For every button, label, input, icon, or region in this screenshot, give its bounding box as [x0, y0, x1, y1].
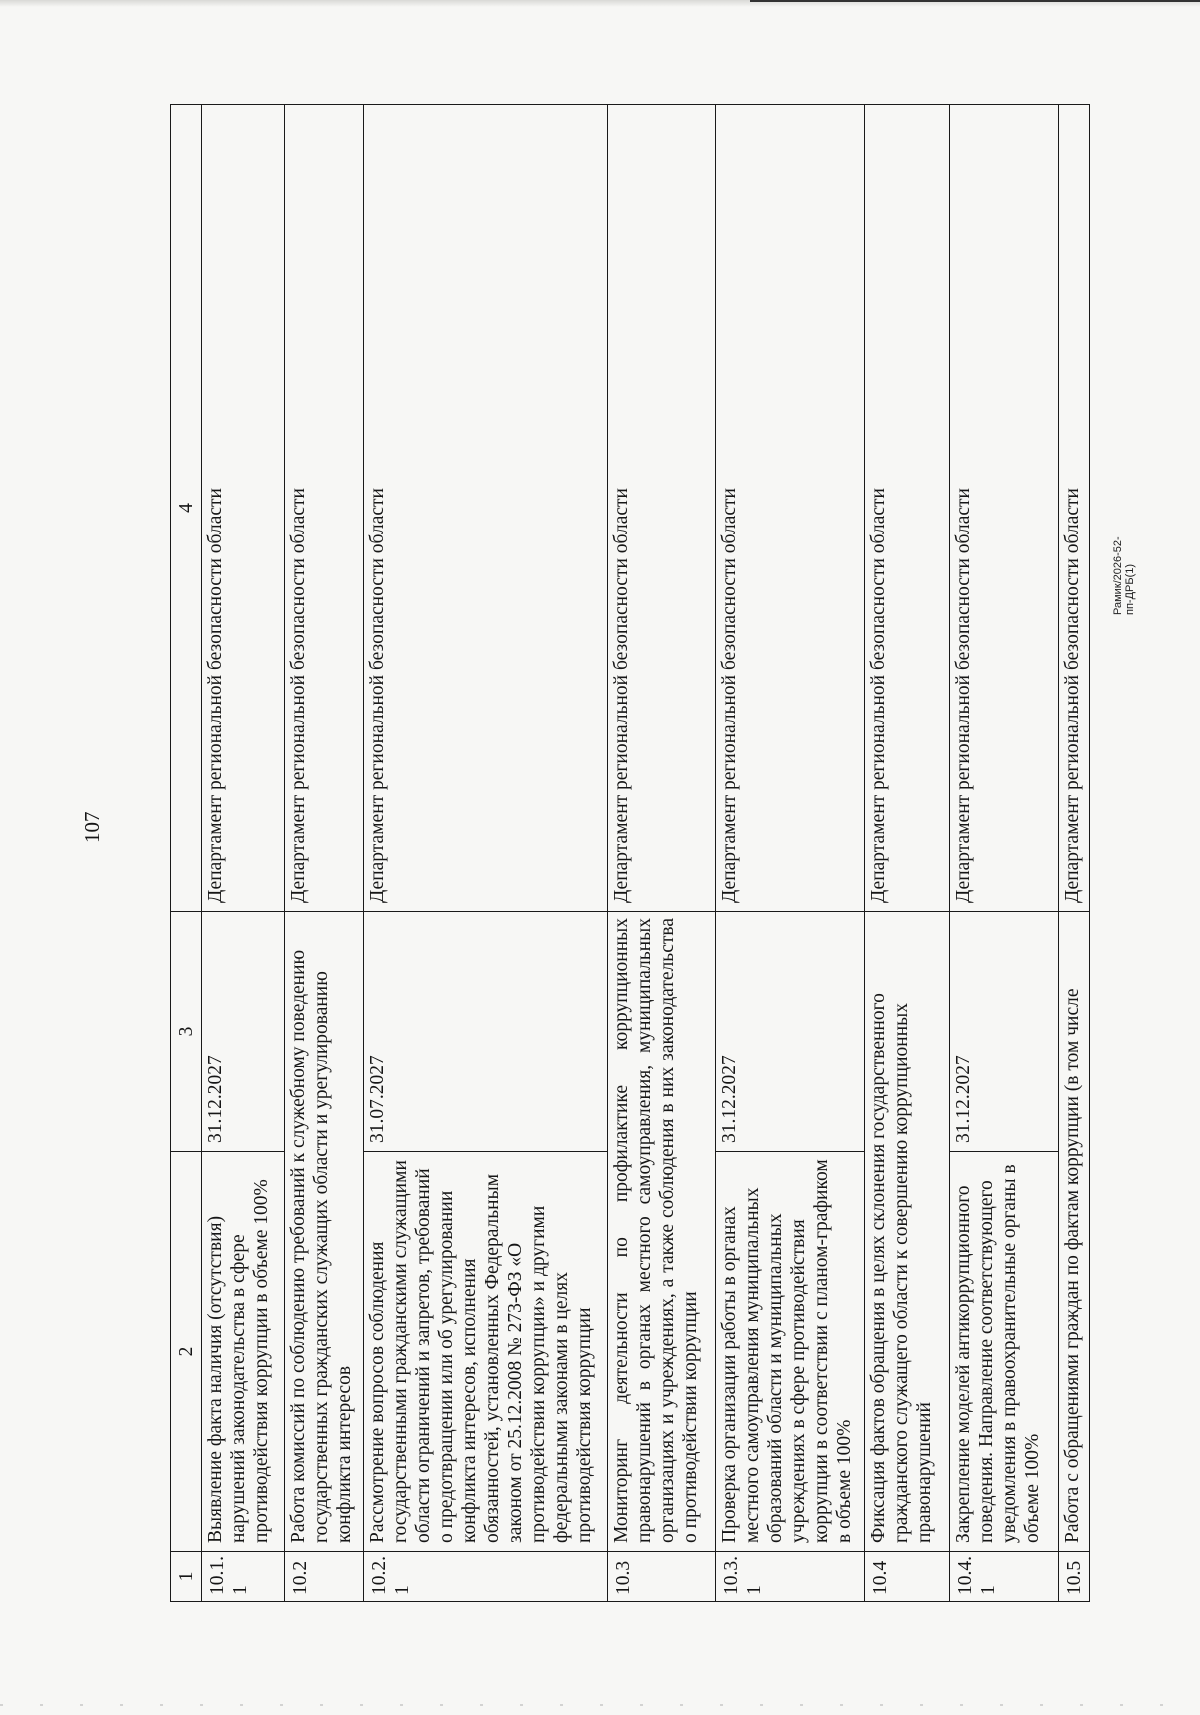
- table-row: [363, 105, 608, 1602]
- rotated-table-container: [170, 105, 1090, 1602]
- header-cell: 3: [171, 912, 202, 1152]
- measure-text: Проверка организации работы в органах местного самоуправления муниципальных образований области и муниципальных учреждениях в сфере противодействия коррупции в соответствии с планом-графиком в объеме 100%: [716, 1152, 865, 1552]
- row-number: 10.4: [865, 1552, 950, 1602]
- deadline-date: 31.12.2027: [716, 912, 865, 1152]
- executor: Департамент региональной безопасности области: [1058, 105, 1089, 912]
- measures-table: [170, 104, 1090, 1602]
- page-number: 107: [80, 811, 104, 843]
- header-cell: 1: [171, 1552, 202, 1602]
- table-row: [865, 105, 950, 1602]
- table-header-row: [171, 105, 202, 1602]
- row-number: 10.4.1: [950, 1552, 1058, 1602]
- measure-text: Работа комиссий по соблюдению требований к служебному поведению государственных гражданских служащих области и урегулированию конфликта интересов: [285, 912, 363, 1552]
- scan-line: [750, 0, 1200, 2]
- measure-text: Рассмотрение вопросов соблюдения государственными гражданскими служащими области ограничений и запретов, требований о предотвращении или об урегулировании конфликта интересов, исполнения обязанностей, установленных Федеральным законом от 25.12.2008 № 273-ФЗ «О противодействии коррупции» и другими федеральными законами в целях противодействия коррупции: [363, 1152, 608, 1552]
- measure-text: Выявление факта наличия (отсутствия) нарушений законодательства в сфере противодействия коррупции в объеме 100%: [202, 1152, 285, 1552]
- executor: Департамент региональной безопасности области: [865, 105, 950, 912]
- table-row: [1058, 105, 1089, 1602]
- row-number: 10.1.1: [202, 1552, 285, 1602]
- executor: Департамент региональной безопасности области: [202, 105, 285, 912]
- row-number: 10.3: [608, 1552, 716, 1602]
- header-cell: 4: [171, 105, 202, 912]
- executor: Департамент региональной безопасности области: [285, 105, 363, 912]
- table-row: [202, 105, 285, 1602]
- table-row: [716, 105, 865, 1602]
- header-cell: 2: [171, 1152, 202, 1552]
- deadline-date: 31.12.2027: [202, 912, 285, 1152]
- measure-text: Работа с обращениями граждан по фактам коррупции (в том числе: [1058, 912, 1089, 1552]
- measure-text: Фиксация фактов обращения в целях склонения государственного гражданского служащего области к совершению коррупционных правонарушений: [865, 912, 950, 1552]
- document-code: Рамик/2026-52-пп-ДРБ(1): [1112, 536, 1136, 615]
- measure-text: Мониторинг деятельности по профилактике коррупционных правонарушений в органах местного самоуправления, муниципальных организациях и учреждениях, а также соблюдения в них законодательства о противодействии коррупции: [608, 912, 716, 1552]
- row-number: 10.5: [1058, 1552, 1089, 1602]
- row-number: 10.3.1: [716, 1552, 865, 1602]
- executor: Департамент региональной безопасности области: [363, 105, 608, 912]
- executor: Департамент региональной безопасности области: [716, 105, 865, 912]
- table-row: [285, 105, 363, 1602]
- measure-text: Закрепление моделей антикоррупционного поведения. Направление соответствующего уведомления в правоохранительные органы в объеме 100%: [950, 1152, 1058, 1552]
- table-row: [608, 105, 716, 1602]
- scan-noise: [0, 1704, 1200, 1706]
- row-number: 10.2.1: [363, 1552, 608, 1602]
- table-row: [950, 105, 1058, 1602]
- row-number: 10.2: [285, 1552, 363, 1602]
- deadline-date: 31.12.2027: [950, 912, 1058, 1152]
- deadline-date: 31.07.2027: [363, 912, 608, 1152]
- executor: Департамент региональной безопасности области: [950, 105, 1058, 912]
- executor: Департамент региональной безопасности области: [608, 105, 716, 912]
